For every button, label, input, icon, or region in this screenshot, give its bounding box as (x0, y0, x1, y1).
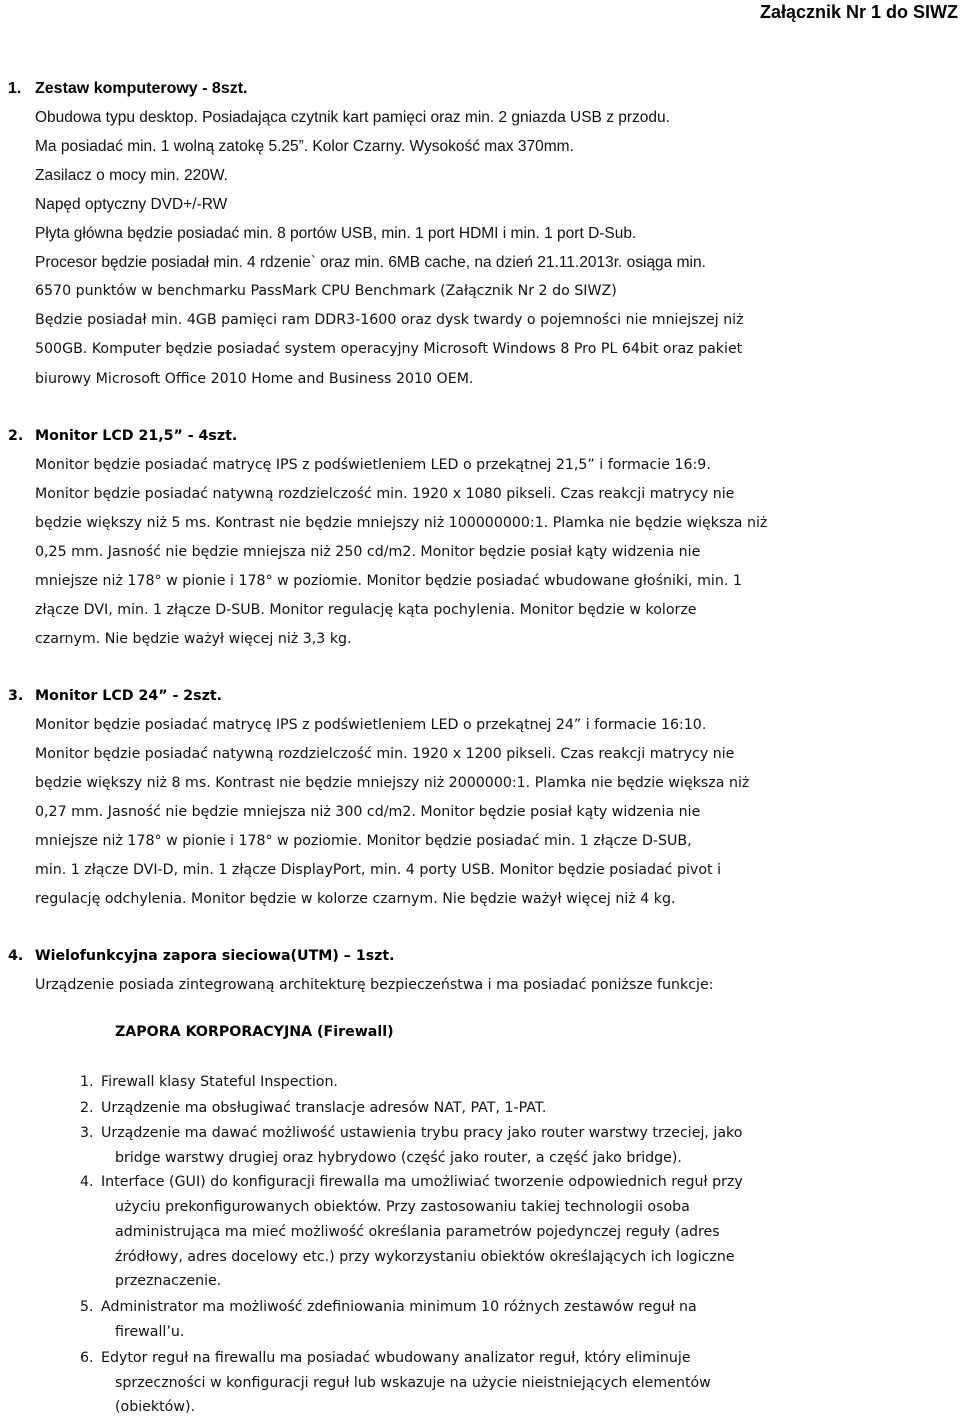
list-item-text: Edytor reguł na firewallu ma posiadać wbudowany analizator reguł, który eliminuje (101, 1350, 691, 1366)
list-item-number: 6. (80, 1350, 94, 1366)
text-line: 0,27 mm. Jasność nie będzie mniejsza niż 300 cd/m2. Monitor będzie posiał kąty widzenia nie (35, 804, 701, 820)
list-item-number: 2. (80, 1100, 94, 1116)
text-line: Urządzenie posiada zintegrowaną architekturę bezpieczeństwa i ma posiadać poniższe funkcje: (35, 977, 714, 993)
text-line: 500GB. Komputer będzie posiadać system operacyjny Microsoft Windows 8 Pro PL 64bit oraz pakiet (35, 341, 743, 357)
list-item-text: Urządzenie ma dawać możliwość ustawienia trybu pracy jako router warstwy trzeciej, jako (101, 1125, 743, 1141)
text-line: 0,25 mm. Jasność nie będzie mniejsza niż 250 cd/m2. Monitor będzie posiał kąty widzenia nie (35, 544, 701, 560)
list-item-text: użyciu prekonfigurowanych obiektów. Przy zastosowaniu takiej technologii osoba (115, 1199, 690, 1215)
section-title: Wielofunkcyjna zapora sieciowa(UTM) – 1szt. (35, 948, 395, 964)
text-line: Monitor będzie posiadać natywną rozdzielczość min. 1920 x 1080 pikseli. Czas reakcji matrycy nie (35, 486, 735, 502)
list-item-text: bridge warstwy drugiej oraz hybrydowo (część jako router, a część jako bridge). (115, 1150, 682, 1166)
section-title: Monitor LCD 24” - 2szt. (35, 688, 223, 704)
text-line: Procesor będzie posiadał min. 4 rdzenie` oraz min. 6MB cache, na dzień 21.11.2013r. osiąga min. (35, 254, 706, 271)
list-item-number: 5. (80, 1299, 94, 1315)
text-line: biurowy Microsoft Office 2010 Home and Business 2010 OEM. (35, 371, 474, 387)
list-item-number: 1. (80, 1074, 94, 1090)
section-title: Zestaw komputerowy - 8szt. (35, 80, 248, 97)
section-3-heading (8, 685, 222, 707)
text-line: będzie większy niż 8 ms. Kontrast nie będzie mniejszy niż 2000000:1. Plamka nie będzie większa niż (35, 775, 750, 791)
section-number: 2. (8, 428, 24, 444)
section-number: 3. (8, 688, 24, 704)
text-line: Ma posiadać min. 1 wolną zatokę 5.25”. Kolor Czarny. Wysokość max 370mm. (35, 138, 574, 155)
text-line: złącze DVI, min. 1 złącze D-SUB. Monitor regulację kąta pochylenia. Monitor będzie w kolorze (35, 602, 697, 618)
list-item-text: Urządzenie ma obsługiwać translacje adresów NAT, PAT, 1-PAT. (101, 1100, 547, 1116)
text-line: 6570 punktów w benchmarku PassMark CPU Benchmark (Załącznik Nr 2 do SIWZ) (35, 283, 617, 299)
section-number: 1. (8, 80, 22, 97)
text-line: Płyta główna będzie posiadać min. 8 portów USB, min. 1 port HDMI i min. 1 port D-Sub. (35, 225, 637, 242)
list-item-text: firewall’u. (115, 1324, 185, 1340)
text-line: Monitor będzie posiadać matrycę IPS z podświetleniem LED o przekątnej 21,5” i formacie 16:9. (35, 457, 711, 473)
list-item-text: Firewall klasy Stateful Inspection. (101, 1074, 338, 1090)
text-line: Napęd optyczny DVD+/-RW (35, 196, 228, 213)
text-line: mniejsze niż 178° w pionie i 178° w poziomie. Monitor będzie posiadać min. 1 złącze D-SUB, (35, 833, 692, 849)
text-line: czarnym. Nie będzie ważył więcej niż 3,3 kg. (35, 631, 352, 647)
text-line: Będzie posiadał min. 4GB pamięci ram DDR3-1600 oraz dysk twardy o pojemności nie mniejszej niż (35, 312, 744, 328)
section-number: 4. (8, 948, 24, 964)
section-4-heading (8, 945, 395, 967)
firewall-subheading: ZAPORA KORPORACYJNA (Firewall) (115, 1024, 394, 1040)
list-item-text: Interface (GUI) do konfiguracji firewalla ma umożliwiać tworzenie odpowiednich reguł przy (101, 1174, 743, 1190)
attachment-title: Załącznik Nr 1 do SIWZ (759, 2, 958, 22)
list-item-number: 4. (80, 1174, 94, 1190)
list-item-text: (obiektów). (115, 1399, 195, 1415)
text-line: regulację odchylenia. Monitor będzie w kolorze czarnym. Nie będzie ważył więcej niż 4 kg. (35, 891, 676, 907)
list-item-text: Administrator ma możliwość zdefiniowania minimum 10 różnych zestawów reguł na (101, 1299, 697, 1315)
list-item-text: przeznaczenie. (115, 1273, 222, 1289)
text-line: min. 1 złącze DVI-D, min. 1 złącze DisplayPort, min. 4 porty USB. Monitor będzie posiadać pivot i (35, 862, 722, 878)
section-1-heading (8, 79, 248, 99)
section-title: Monitor LCD 21,5” - 4szt. (35, 428, 238, 444)
text-line: Obudowa typu desktop. Posiadająca czytnik kart pamięci oraz min. 2 gniazda USB z przodu. (35, 109, 670, 126)
list-item-text: administrująca ma mieć możliwość określania parametrów pojedynczej reguły (adres (115, 1224, 720, 1240)
list-item-number: 3. (80, 1125, 94, 1141)
text-line: Monitor będzie posiadać natywną rozdzielczość min. 1920 x 1200 pikseli. Czas reakcji matrycy nie (35, 746, 735, 762)
section-2-heading (8, 425, 237, 447)
text-line: mniejsze niż 178° w pionie i 178° w poziomie. Monitor będzie posiadać wbudowane głośniki, min. 1 (35, 573, 742, 589)
text-line: będzie większy niż 5 ms. Kontrast nie będzie mniejszy niż 100000000:1. Plamka nie będzie większa niż (35, 515, 768, 531)
text-line: Monitor będzie posiadać matrycę IPS z podświetleniem LED o przekątnej 24” i formacie 16:10. (35, 717, 707, 733)
text-line: Zasilacz o mocy min. 220W. (35, 167, 228, 184)
list-item-text: sprzeczności w konfiguracji reguł lub wskazuje na użycie nieistniejących elementów (115, 1375, 711, 1391)
list-item-text: źródłowy, adres docelowy etc.) przy wykorzystaniu obiektów określających ich logiczne (115, 1249, 735, 1265)
